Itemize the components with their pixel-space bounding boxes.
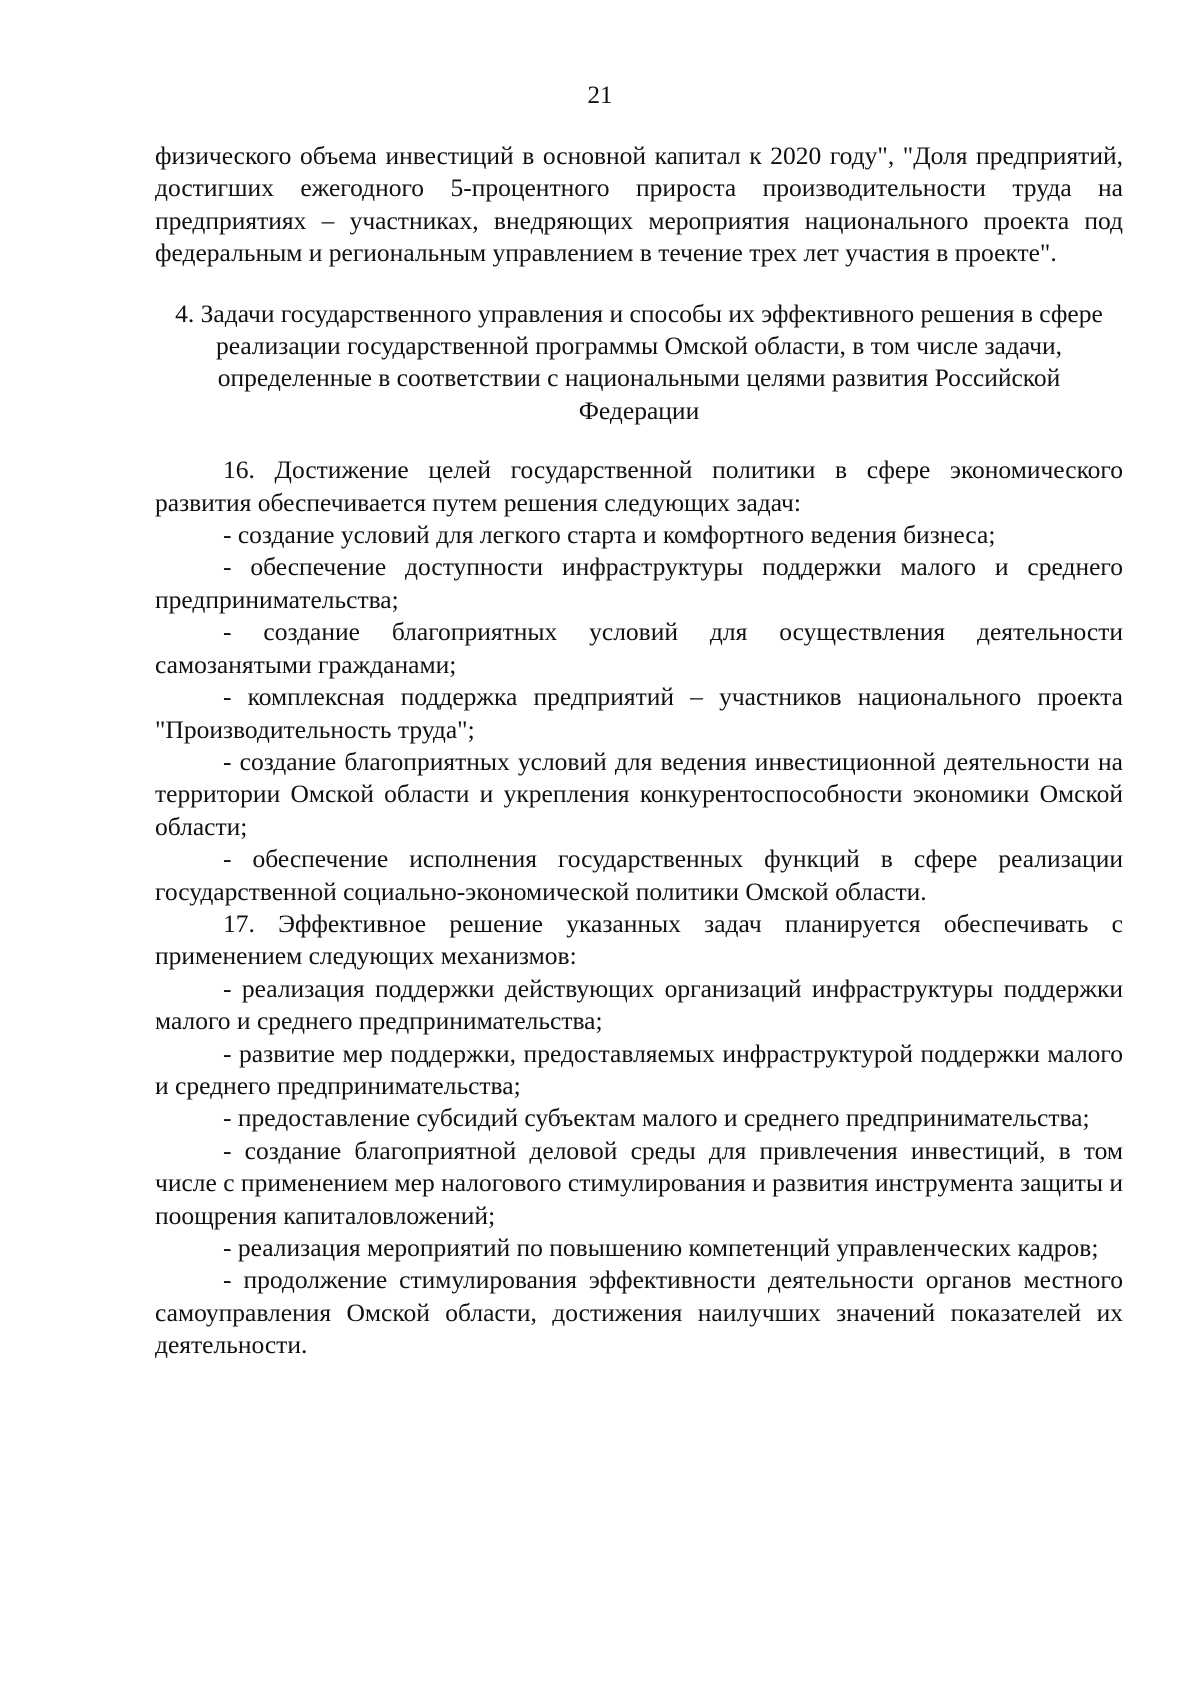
document-content xyxy=(155,140,1123,1362)
paragraph-continuation: физического объема инвестиций в основной капитал к 2020 году", "Доля предприятий, достигших ежегодного 5-процентного прироста производительности труда на предприятиях – участниках, внедряющих мероприятия национального проекта под федеральным и региональным управлением в течение трех лет участия в проекте". xyxy=(155,141,1123,268)
task-item: - комплексная поддержка предприятий – участников национального проекта "Производительность труда"; xyxy=(155,682,1123,744)
mechanism-item: - предоставление субсидий субъектам малого и среднего предпринимательства; xyxy=(223,1103,1090,1133)
task-item: - создание благоприятных условий для осуществления деятельности самозанятыми гражданами; xyxy=(155,617,1123,679)
task-item: - создание условий для легкого старта и комфортного ведения бизнеса; xyxy=(223,520,996,550)
mechanism-item: - продолжение стимулирования эффективности деятельности органов местного самоуправления Омской области, достижения наилучших значений показателей их деятельности. xyxy=(155,1265,1123,1360)
mechanism-item: - реализация поддержки действующих организаций инфраструктуры поддержки малого и среднего предпринимательства; xyxy=(155,973,1123,1036)
task-item: - обеспечение исполнения государственных функций в сфере реализации государственной социально-экономической политики Омской области. xyxy=(155,844,1123,906)
paragraph-16: 16. Достижение целей государственной политики в сфере экономического развития обеспечивается путем решения следующих задач: xyxy=(155,455,1123,517)
task-item: - создание благоприятных условий для ведения инвестиционной деятельности на территории Омской области и укрепления конкурентоспособности экономики Омской области; xyxy=(155,746,1123,841)
section-heading: 4. Задачи государственного управления и способы их эффективного решения в сфере реализации государственной программы Омской области, в том числе задачи, определенные в соответствии с национальными целями развития Российской Федерации xyxy=(175,298,1103,425)
task-item: - обеспечение доступности инфраструктуры поддержки малого и среднего предпринимательства; xyxy=(155,552,1123,614)
mechanism-item: - развитие мер поддержки, предоставляемых инфраструктурой поддержки малого и среднего предпринимательства; xyxy=(155,1038,1123,1100)
paragraph-17: 17. Эффективное решение указанных задач планируется обеспечивать с применением следующих механизмов: xyxy=(155,908,1123,971)
mechanism-item: - создание благоприятной деловой среды для привлечения инвестиций, в том числе с применением мер налогового стимулирования и развития инструмента защиты и поощрения капиталовложений; xyxy=(155,1135,1123,1230)
mechanism-item: - реализация мероприятий по повышению компетенций управленческих кадров; xyxy=(223,1233,1099,1262)
page-number: 21 xyxy=(587,82,613,109)
